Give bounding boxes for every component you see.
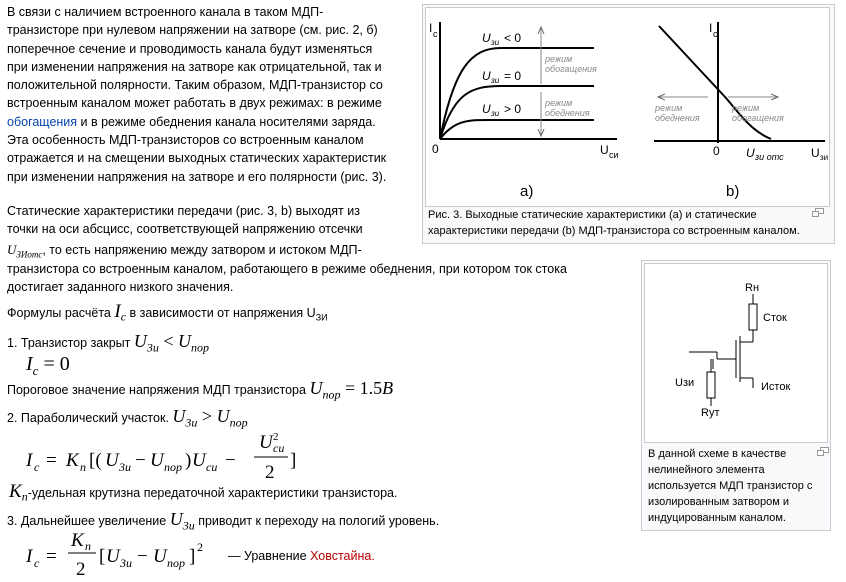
u-cutoff-sub: ЗИотс xyxy=(16,249,43,260)
label-rut: Rут xyxy=(701,407,720,419)
curve-label-u: U xyxy=(482,31,491,45)
label-rn: Rн xyxy=(745,282,760,294)
circuit-image[interactable] xyxy=(644,263,828,443)
svg-text:a) xyxy=(520,183,533,200)
svg-text:K: K xyxy=(66,450,79,471)
text-fragment: , то есть напряжению между затвором и истоком МДП- xyxy=(42,242,362,257)
graph-a-origin: 0 xyxy=(432,142,439,156)
svg-text:2: 2 xyxy=(273,431,279,443)
svg-text:]: ] xyxy=(189,546,196,567)
parabolic-math: $U_{3u} > U_{nop}$ xyxy=(172,406,248,430)
threshold-label: Пороговое значение напряжения МДП транзистора xyxy=(7,383,306,397)
text-line: отражается и на смещении выходных статических характеристик xyxy=(7,151,387,166)
threshold-math: $U_{nop} = 1.5B$ xyxy=(309,378,394,402)
graph-a-mode-deplete-2: обеднения xyxy=(545,108,590,118)
svg-text:nop: nop xyxy=(164,460,182,474)
closed-math: $U_{3u} < U_{nop}$ xyxy=(133,331,210,355)
text-line: В связи с наличием встроенного канала в таком МДП- xyxy=(7,5,324,19)
graph-a-curve-positive xyxy=(440,120,594,139)
formulas-intro-text: Формулы расчёта xyxy=(7,306,111,320)
curve-label-sub: зи xyxy=(491,38,500,47)
svg-text:U: U xyxy=(106,546,120,567)
graph-a-mode-enrich-1: режим xyxy=(545,54,573,64)
graph-b-y-label: I xyxy=(709,21,713,35)
svg-text:U: U xyxy=(105,450,119,471)
figure3-thumb xyxy=(422,4,835,244)
svg-text:обеднения xyxy=(545,108,590,118)
svg-text:]: ] xyxy=(290,450,297,471)
text-line: транзистора со встроенным каналом, работающего в режиме обеднения, при котором ток стока xyxy=(7,261,567,276)
svg-text:0 xyxy=(713,144,720,158)
graph-b-panel-label: b) xyxy=(726,183,740,200)
svg-text:c: c xyxy=(34,460,40,474)
ic-symbol: I xyxy=(114,301,121,322)
svg-text:обеднения xyxy=(655,113,700,123)
text-line: поперечное сечение и проводимость канала будут изменяться xyxy=(7,41,373,56)
further-math: $U_{3u}$ xyxy=(169,509,195,533)
svg-text:зи xyxy=(490,38,500,47)
formulas-intro xyxy=(7,303,328,327)
curve-label-sub: зи xyxy=(491,76,500,85)
enlarge-icon[interactable] xyxy=(812,208,824,217)
parabolic-formula xyxy=(22,430,312,486)
svg-text:n: n xyxy=(85,539,91,553)
svg-text:U: U xyxy=(259,432,273,453)
link-obogashcheniya[interactable]: обогащения xyxy=(7,114,78,129)
closed-label: 1. Транзистор закрыт xyxy=(7,336,131,350)
svg-text:=: = xyxy=(46,546,57,567)
graph-a-mode-enrich-2: обогащения xyxy=(545,64,597,74)
text-line xyxy=(7,113,419,131)
text-line: Статические характеристики передачи (рис. 3, b) выходят из xyxy=(7,204,360,218)
svg-text:K: K xyxy=(71,530,84,551)
label-uzi: Uзи xyxy=(675,377,695,389)
caption-line: используется МДП транзистор с xyxy=(648,480,813,492)
threshold-line xyxy=(7,379,393,404)
circuit-thumb xyxy=(641,260,831,531)
svg-text:обогащения xyxy=(732,113,784,123)
formulas-intro-rest: в зависимости от напряжения U xyxy=(129,306,316,320)
graph-a-x-label: U xyxy=(600,143,609,157)
graph-b-mode-enrich-1: режим xyxy=(732,103,760,113)
svg-text:U xyxy=(482,102,491,116)
svg-text:= 0 xyxy=(504,69,521,83)
graph-b-mode-deplete-2: обеднения xyxy=(655,113,700,123)
svg-text:c xyxy=(713,29,718,39)
curve-label-sub: зи xyxy=(491,109,500,118)
saturation-formula xyxy=(22,529,242,582)
graph-b-mode-deplete-1: режим xyxy=(655,103,683,113)
graph-b-x-label: U xyxy=(811,146,820,160)
u-cutoff-symbol: U xyxy=(7,241,17,257)
text-fragment: и в режиме обеднения канала носителями заряда. xyxy=(77,114,376,129)
graph-b-x-sub: зи xyxy=(820,153,829,162)
svg-text:зи xyxy=(490,109,500,118)
svg-text:U: U xyxy=(192,450,206,471)
figure3-image[interactable] xyxy=(425,7,830,207)
svg-text:зи xyxy=(820,153,828,162)
text-line: встроенным каналом может работать в двух режимах: в режиме xyxy=(7,96,382,111)
circuit-svg xyxy=(645,264,827,442)
graph-b-mode-enrich-2: обогащения xyxy=(732,113,784,123)
svg-text:зи xyxy=(490,76,500,85)
text-line: положительной полярности. Таким образом, МДП-транзистор со xyxy=(7,78,383,93)
svg-text:0 xyxy=(432,142,439,156)
svg-text:режим xyxy=(544,54,572,64)
curve-label-u: U xyxy=(482,69,491,83)
svg-text:обогащения xyxy=(545,64,597,74)
parabolic-label: 2. Параболический участок. xyxy=(7,411,169,425)
svg-text:U xyxy=(746,146,755,160)
caption-line: нелинейного элемента xyxy=(648,464,765,476)
svg-text:зи отс xyxy=(754,152,784,162)
formulas-intro-rest-sub: ЗИ xyxy=(315,312,328,323)
text-line: транзисторе при нулевом напряжении на затворе (см. рис. 2, б) xyxy=(7,23,378,38)
further-label: 3. Дальнейшее увеличение xyxy=(7,514,167,528)
equation-label-line xyxy=(228,547,375,565)
graph-b-cutoff-sub: зи отс xyxy=(755,152,784,162)
graph-a-y-sub: c xyxy=(433,29,438,39)
svg-text:> 0 xyxy=(504,102,521,116)
graph-a-panel-label: a) xyxy=(520,183,534,200)
label-istok: Исток xyxy=(761,381,791,393)
svg-text:I: I xyxy=(26,450,33,471)
caption-line: изолированным затвором и xyxy=(648,496,790,508)
graph-b-cutoff-label: U xyxy=(746,146,755,160)
svg-text:I: I xyxy=(26,546,33,567)
svg-text:U xyxy=(482,31,491,45)
graph-a-mode-deplete-1: режим xyxy=(545,98,573,108)
svg-text:[: [ xyxy=(99,546,106,567)
caption-line: В данной схеме в качестве xyxy=(648,448,787,460)
ic-zero-formula: $I_c = 0$ xyxy=(26,353,70,378)
svg-text:cu: cu xyxy=(206,460,218,474)
caption-line: индуцированным каналом. xyxy=(648,512,786,524)
svg-text:n: n xyxy=(80,460,86,474)
intro-paragraph xyxy=(7,3,419,186)
svg-text:2: 2 xyxy=(76,559,86,580)
further-rest: приводит к переходу на пологий уровень. xyxy=(198,514,440,528)
svg-text:U xyxy=(600,143,609,157)
graph-b-y-sub: c xyxy=(713,29,718,39)
svg-text:=: = xyxy=(46,450,57,471)
text-line: при изменении напряжения на затворе и его полярности (рис. 3). xyxy=(7,169,387,184)
svg-text:nop: nop xyxy=(167,556,185,570)
parabolic-line xyxy=(7,407,248,432)
text-line: при изменении напряжения на затворе как отрицательной, так и xyxy=(7,59,382,74)
link-hovstain[interactable]: Ховстайна. xyxy=(310,549,375,563)
graph-b-origin: 0 xyxy=(713,144,720,158)
svg-text:b) xyxy=(726,183,739,200)
svg-text:3u: 3u xyxy=(119,460,131,474)
svg-text:−: − xyxy=(137,546,148,567)
svg-text:режим xyxy=(731,103,759,113)
curve-label-cond: > 0 xyxy=(504,102,522,116)
ic-sub: c xyxy=(120,309,127,324)
text-line: точки на оси абсцисс, соответствующей напряжению отсечки xyxy=(7,222,363,237)
svg-text:< 0 xyxy=(504,31,521,45)
kn-description: $K_n$-удельная крутизна передаточной характеристики транзистора. xyxy=(9,481,398,504)
svg-text:c xyxy=(433,29,438,39)
svg-text:2: 2 xyxy=(197,540,203,554)
svg-text:3u: 3u xyxy=(120,556,132,570)
svg-text:I xyxy=(709,21,712,35)
curve-label-u: U xyxy=(482,102,491,116)
svg-text:[(: [( xyxy=(89,450,102,471)
curve-label-cond: = 0 xyxy=(504,69,522,83)
svg-text:U xyxy=(482,69,491,83)
figure3-caption: Рис. 3. Выходные статические характеристики (а) и статические характеристики передачи (b) МДП-транзистора со встроенным каналом. xyxy=(428,209,800,237)
curve-label-cond: < 0 xyxy=(504,31,522,45)
svg-text:cu: cu xyxy=(273,441,285,455)
svg-text:U: U xyxy=(153,546,167,567)
svg-text:режим xyxy=(654,103,682,113)
label-stok: Сток xyxy=(763,312,787,324)
text-line: Эта особенность МДП-транзисторов со встроенным каналом xyxy=(7,133,364,148)
svg-text:U xyxy=(811,146,820,160)
graph-a-x-sub: си xyxy=(609,150,619,160)
circuit-caption xyxy=(648,446,823,526)
svg-text:): ) xyxy=(185,450,192,471)
svg-text:−: − xyxy=(225,450,236,471)
graph-a-y-label: I xyxy=(429,21,433,35)
equation-label: — Уравнение xyxy=(228,549,307,563)
svg-text:си xyxy=(609,150,619,160)
text-line: достигает заданного низкого значения. xyxy=(7,279,234,294)
svg-text:−: − xyxy=(135,450,146,471)
svg-text:режим xyxy=(544,98,572,108)
figure3-svg xyxy=(426,8,829,206)
svg-text:2: 2 xyxy=(265,462,275,483)
svg-text:U: U xyxy=(150,450,164,471)
svg-text:c: c xyxy=(34,556,40,570)
svg-text:I xyxy=(429,21,432,35)
